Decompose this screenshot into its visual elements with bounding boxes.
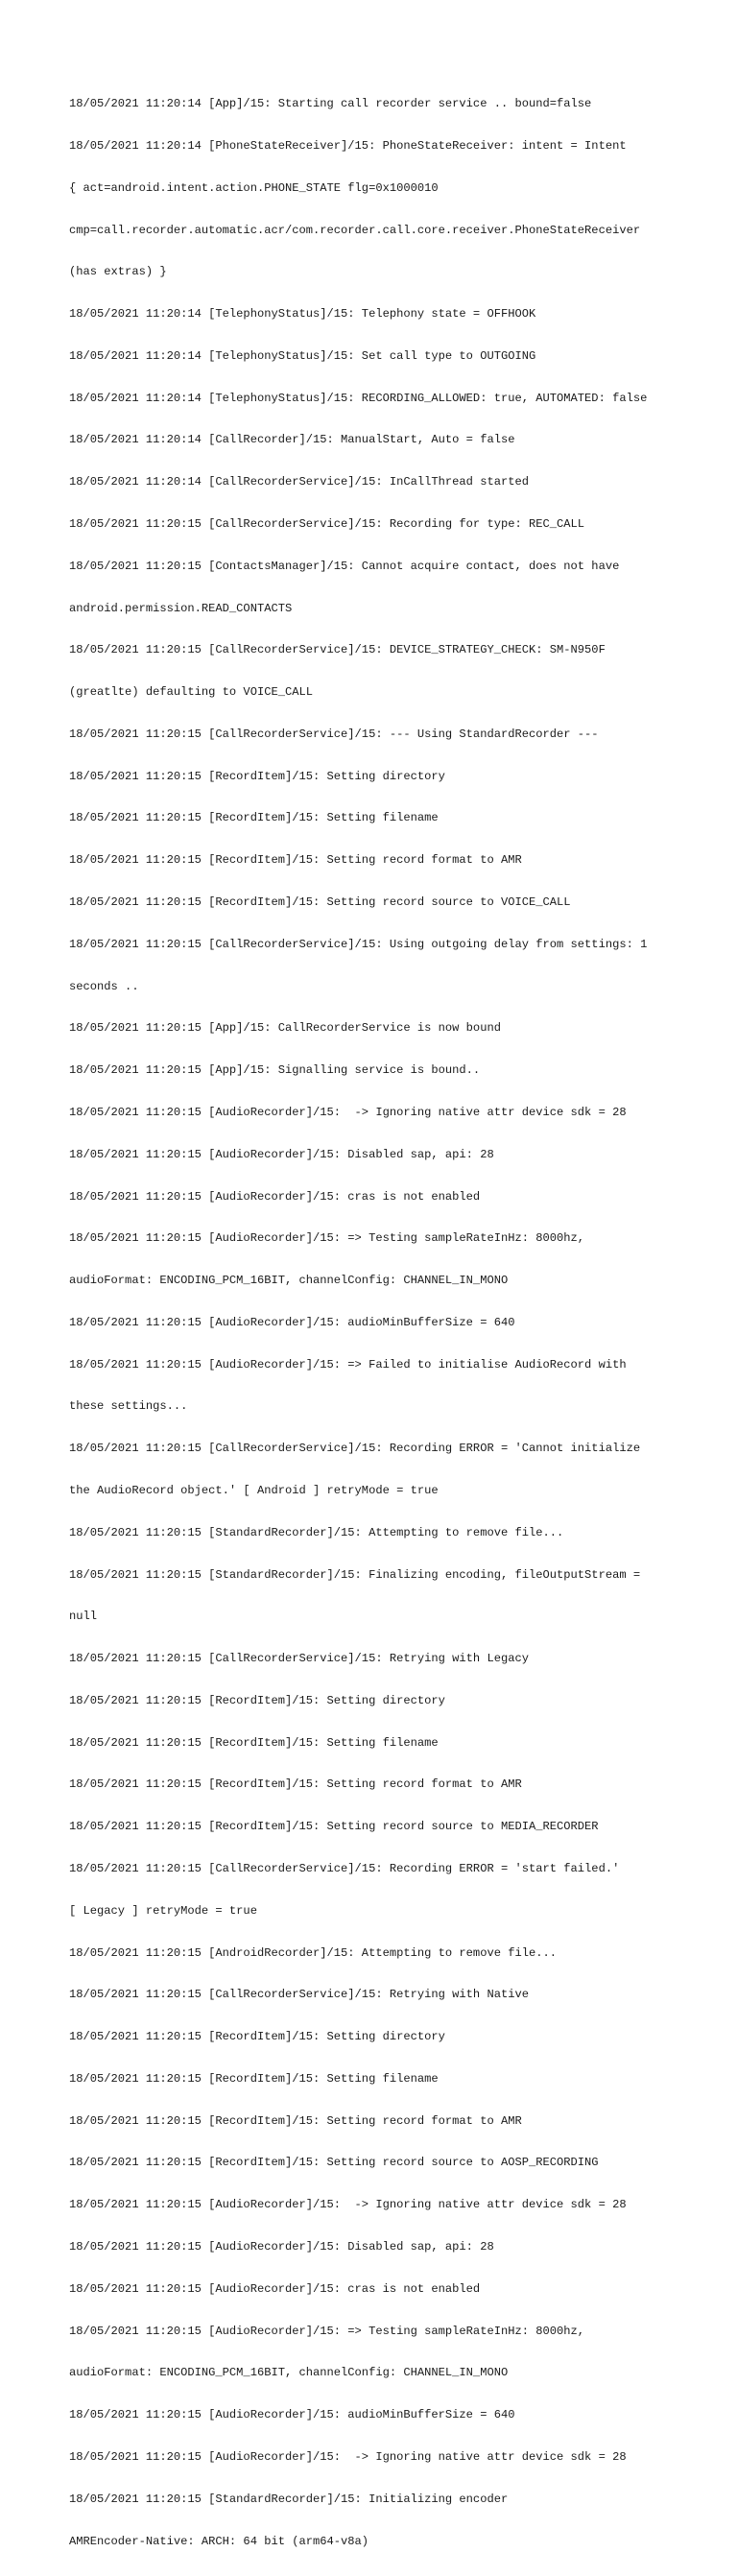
- log-line: 18/05/2021 11:20:15 [CallRecorderService]/15: Retrying with Legacy: [69, 1652, 529, 1666]
- log-line: audioFormat: ENCODING_PCM_16BIT, channelConfig: CHANNEL_IN_MONO: [69, 1274, 509, 1288]
- log-line: (has extras) }: [69, 265, 167, 279]
- log-line: audioFormat: ENCODING_PCM_16BIT, channelConfig: CHANNEL_IN_MONO: [69, 2366, 509, 2380]
- log-line: 18/05/2021 11:20:15 [AudioRecorder]/15: => Failed to initialise AudioRecord with: [69, 1357, 627, 1371]
- log-line: 18/05/2021 11:20:14 [PhoneStateReceiver]/15: PhoneStateReceiver: intent = Intent: [69, 138, 627, 153]
- log-line: 18/05/2021 11:20:15 [AudioRecorder]/15: cras is not enabled: [69, 2281, 481, 2296]
- log-line: 18/05/2021 11:20:14 [TelephonyStatus]/15: Set call type to OUTGOING: [69, 348, 536, 363]
- log-line: (greatlte) defaulting to VOICE_CALL: [69, 685, 314, 700]
- log-line: 18/05/2021 11:20:14 [CallRecorderService]/15: InCallThread started: [69, 475, 529, 489]
- log-line: 18/05/2021 11:20:15 [AudioRecorder]/15: => Testing sampleRateInHz: 8000hz,: [69, 1231, 585, 1246]
- log-line: AMREncoder-Native: ARCH: 64 bit (arm64-v8a): [69, 2534, 369, 2548]
- log-line: 18/05/2021 11:20:15 [CallRecorderService]/15: Using outgoing delay from settings: 1: [69, 937, 648, 951]
- log-line: 18/05/2021 11:20:15 [CallRecorderService]/15: Recording ERROR = 'Cannot initialize: [69, 1442, 641, 1456]
- log-line: 18/05/2021 11:20:15 [CallRecorderService]/15: --- Using StandardRecorder ---: [69, 727, 599, 741]
- log-line: 18/05/2021 11:20:15 [CallRecorderService]/15: DEVICE_STRATEGY_CHECK: SM-N950F: [69, 643, 606, 657]
- log-line: these settings...: [69, 1399, 188, 1414]
- log-line: 18/05/2021 11:20:15 [AndroidRecorder]/15: Attempting to remove file...: [69, 1945, 558, 1960]
- log-line: 18/05/2021 11:20:14 [CallRecorder]/15: ManualStart, Auto = false: [69, 433, 515, 447]
- log-line: 18/05/2021 11:20:15 [ContactsManager]/15: Cannot acquire contact, does not have: [69, 559, 620, 573]
- log-line: [ Legacy ] retryMode = true: [69, 1903, 257, 1918]
- log-line: 18/05/2021 11:20:15 [AudioRecorder]/15: audioMinBufferSize = 640: [69, 2408, 515, 2422]
- log-line: 18/05/2021 11:20:15 [RecordItem]/15: Setting record format to AMR: [69, 2113, 522, 2128]
- log-line: cmp=call.recorder.automatic.acr/com.recorder.call.core.receiver.PhoneStateReceiver: [69, 223, 641, 237]
- log-line: 18/05/2021 11:20:15 [CallRecorderService]/15: Retrying with Native: [69, 1988, 529, 2002]
- log-line: 18/05/2021 11:20:15 [AudioRecorder]/15: cras is not enabled: [69, 1189, 481, 1204]
- log-line: 18/05/2021 11:20:15 [RecordItem]/15: Setting record source to VOICE_CALL: [69, 895, 571, 910]
- log-line: 18/05/2021 11:20:15 [RecordItem]/15: Setting record format to AMR: [69, 1777, 522, 1792]
- log-line: 18/05/2021 11:20:14 [App]/15: Starting call recorder service .. bound=false: [69, 97, 592, 111]
- log-line: 18/05/2021 11:20:15 [CallRecorderService]/15: Recording for type: REC_CALL: [69, 517, 585, 531]
- log-line: null: [69, 1610, 98, 1624]
- log-line: android.permission.READ_CONTACTS: [69, 601, 293, 615]
- log-line: 18/05/2021 11:20:15 [App]/15: Signalling service is bound..: [69, 1063, 481, 1078]
- log-line: 18/05/2021 11:20:15 [AudioRecorder]/15: => Testing sampleRateInHz: 8000hz,: [69, 2324, 585, 2338]
- log-line: 18/05/2021 11:20:15 [RecordItem]/15: Setting filename: [69, 811, 439, 825]
- log-line: 18/05/2021 11:20:15 [RecordItem]/15: Setting record source to MEDIA_RECORDER: [69, 1820, 599, 1834]
- log-line: 18/05/2021 11:20:14 [TelephonyStatus]/15: RECORDING_ALLOWED: true, AUTOMATED: false: [69, 391, 648, 405]
- log-line: 18/05/2021 11:20:15 [App]/15: CallRecorderService is now bound: [69, 1021, 501, 1036]
- log-line: 18/05/2021 11:20:15 [RecordItem]/15: Setting directory: [69, 769, 445, 783]
- log-line: 18/05/2021 11:20:15 [RecordItem]/15: Setting record source to AOSP_RECORDING: [69, 2156, 599, 2170]
- log-line: 18/05/2021 11:20:15 [CallRecorderService]/15: Recording ERROR = 'start failed.': [69, 1862, 620, 1875]
- log-line: 18/05/2021 11:20:15 [RecordItem]/15: Setting filename: [69, 1735, 439, 1750]
- log-line: 18/05/2021 11:20:15 [RecordItem]/15: Setting filename: [69, 2071, 439, 2086]
- log-line: 18/05/2021 11:20:15 [RecordItem]/15: Setting record format to AMR: [69, 853, 522, 868]
- log-line: 18/05/2021 11:20:15 [AudioRecorder]/15: Disabled sap, api: 28: [69, 2240, 494, 2254]
- log-line: 18/05/2021 11:20:15 [AudioRecorder]/15: audioMinBufferSize = 640: [69, 1315, 515, 1329]
- log-line: 18/05/2021 11:20:15 [StandardRecorder]/15: Finalizing encoding, fileOutputStream =: [69, 1567, 641, 1582]
- log-line: 18/05/2021 11:20:15 [AudioRecorder]/15: -> Ignoring native attr device sdk = 28: [69, 2449, 627, 2464]
- log-line: 18/05/2021 11:20:14 [TelephonyStatus]/15: Telephony state = OFFHOOK: [69, 307, 536, 322]
- log-line: 18/05/2021 11:20:15 [AudioRecorder]/15: -> Ignoring native attr device sdk = 28: [69, 1105, 627, 1119]
- log-line: 18/05/2021 11:20:15 [AudioRecorder]/15: -> Ignoring native attr device sdk = 28: [69, 2198, 627, 2212]
- log-line: the AudioRecord object.' [ Android ] retryMode = true: [69, 1483, 439, 1497]
- log-line: 18/05/2021 11:20:15 [StandardRecorder]/15: Attempting to remove file...: [69, 1525, 564, 1539]
- log-line: 18/05/2021 11:20:15 [StandardRecorder]/15: Initializing encoder: [69, 2492, 509, 2506]
- log-line: 18/05/2021 11:20:15 [AudioRecorder]/15: Disabled sap, api: 28: [69, 1147, 494, 1161]
- log-line: { act=android.intent.action.PHONE_STATE flg=0x1000010: [69, 180, 439, 195]
- log-text-block: [69, 69, 683, 2576]
- log-line: 18/05/2021 11:20:15 [RecordItem]/15: Setting directory: [69, 1693, 445, 1707]
- log-line: seconds ..: [69, 979, 139, 993]
- log-line: 18/05/2021 11:20:15 [RecordItem]/15: Setting directory: [69, 2030, 445, 2044]
